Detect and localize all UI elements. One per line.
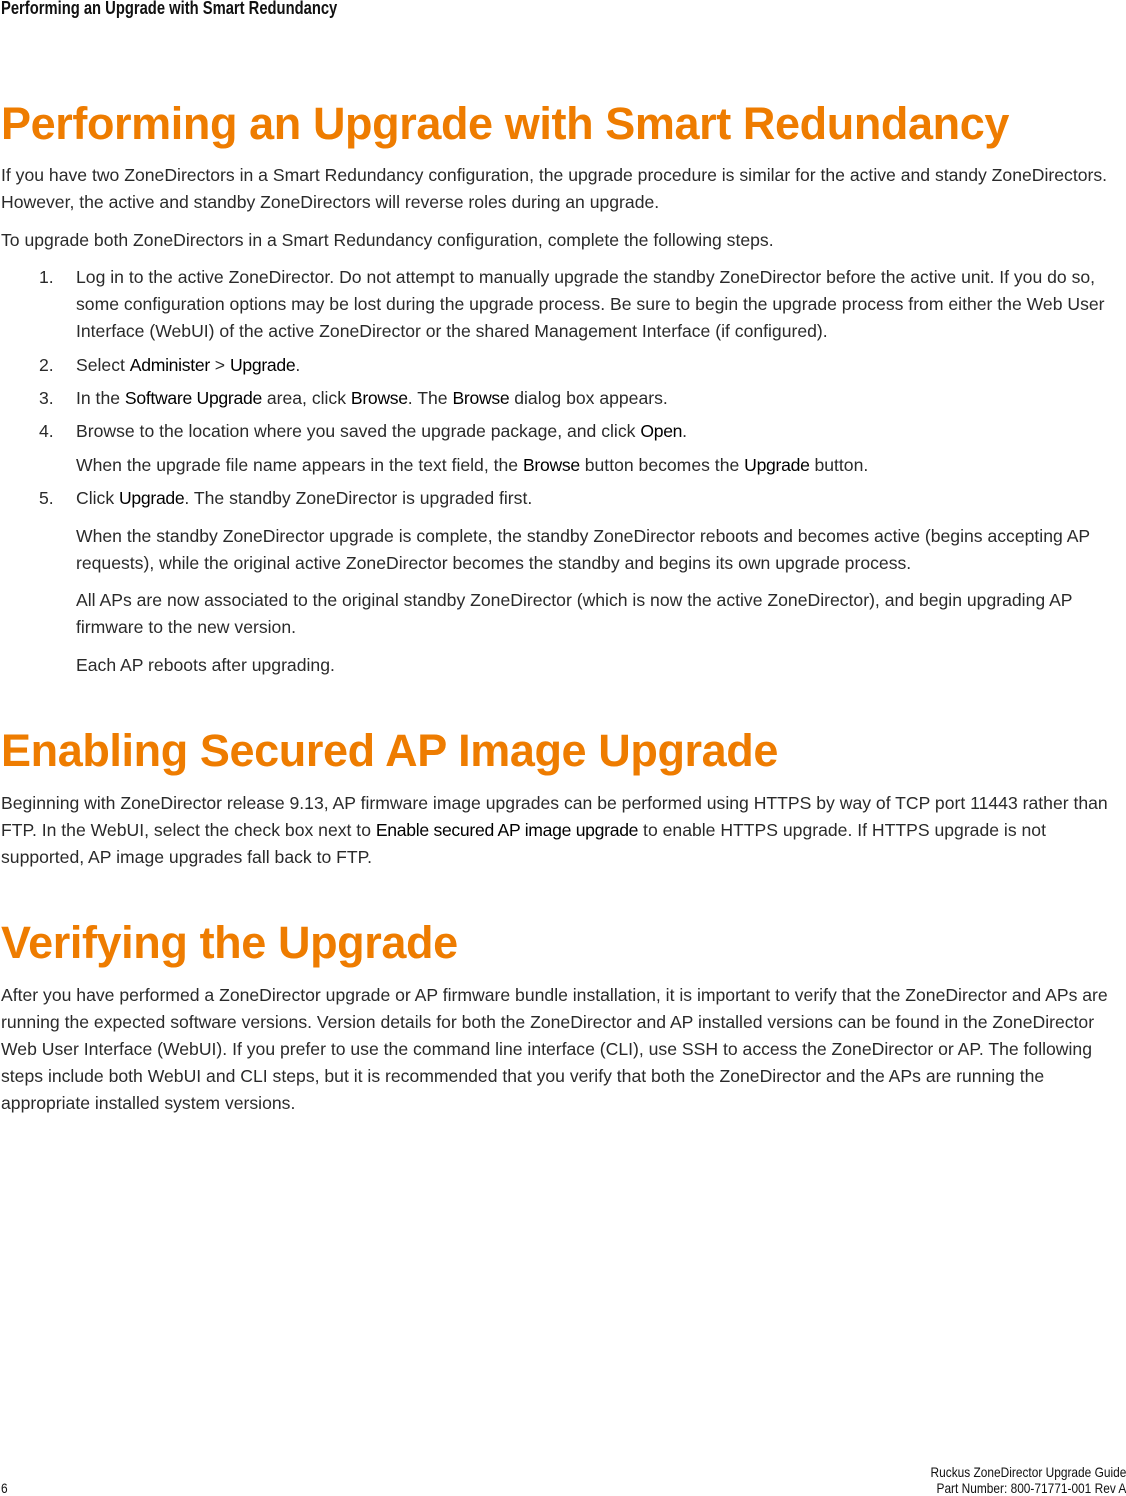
running-header: Performing an Upgrade with Smart Redundancy	[1, 0, 338, 18]
text: When the upgrade file name appears in the text field, the	[76, 455, 523, 475]
ui-term-upgrade: Upgrade	[229, 355, 296, 375]
ui-term-open: Open	[640, 421, 683, 441]
step-5-note: Each AP reboots after upgrading.	[76, 655, 335, 675]
text: button becomes the	[579, 455, 745, 475]
ui-term-software-upgrade: Software Upgrade	[124, 388, 262, 408]
text: .	[682, 421, 688, 441]
ui-term-upgrade: Upgrade	[744, 455, 810, 475]
step-number: 3.	[39, 388, 54, 408]
text: .	[295, 355, 301, 375]
step-number: 4.	[39, 421, 54, 441]
text: In the	[76, 388, 125, 408]
step-1-text: Log in to the active ZoneDirector. Do not attempt to manually upgrade the standby ZoneDirector before the active unit. If you do so, some configuration options may be lost during the upgrade process. Be sure to begin the upgrade process from either the Web User Interface (WebUI) of the active ZoneDirector or the shared Management Interface (if configured).	[76, 267, 1105, 341]
step-5-text	[76, 485, 1121, 512]
text: Select	[76, 355, 130, 375]
text: Beginning with ZoneDirector release 9.13, AP firmware image upgrades can be performed using HTTPS by way of TCP port 11443 rather than FTP. In the WebUI, select the check box next to	[1, 793, 1108, 840]
part-number: Part Number: 800-71771-001 Rev A	[936, 1480, 1126, 1496]
intro-paragraph: If you have two ZoneDirectors in a Smart Redundancy configuration, the upgrade procedure is similar for the active and standy ZoneDirectors. However, the active and standby ZoneDirectors will reverse roles during an upgrade.	[1, 165, 1108, 212]
ui-term-upgrade: Upgrade	[119, 488, 185, 508]
text: dialog box appears.	[509, 388, 668, 408]
step-number: 5.	[39, 488, 54, 508]
section-title-smart-redundancy: Performing an Upgrade with Smart Redundancy	[1, 98, 1009, 149]
steps-intro: To upgrade both ZoneDirectors in a Smart Redundancy configuration, complete the following steps.	[1, 230, 774, 250]
secured-upgrade-paragraph	[1, 790, 1121, 871]
section-title-secured-ap-upgrade: Enabling Secured AP Image Upgrade	[1, 725, 779, 776]
text: button.	[809, 455, 869, 475]
text: area, click	[261, 388, 351, 408]
step-5-note: When the standby ZoneDirector upgrade is complete, the standby ZoneDirector reboots and becomes active (begins accepting AP requests), while the original active ZoneDirector becomes the standby and begins its own upgrade process.	[76, 526, 1090, 573]
ui-term-enable-secured-ap-image-upgrade: Enable secured AP image upgrade	[375, 820, 639, 840]
section-title-verifying-upgrade: Verifying the Upgrade	[1, 917, 458, 968]
verifying-paragraph: After you have performed a ZoneDirector upgrade or AP firmware bundle installation, it is important to verify that the ZoneDirector and APs are running the expected software versions. Version details for both the ZoneDirector and AP installed versions can be found in the ZoneDirector Web User Interface (WebUI). If you prefer to use the command line interface (CLI), use SSH to access the ZoneDirector or AP. The following steps include both WebUI and CLI steps, but it is recommended that you verify that both the ZoneDirector and the APs are running the appropriate installed system versions.	[1, 985, 1108, 1113]
ui-term-administer: Administer	[129, 355, 210, 375]
ui-term-browse: Browse	[452, 388, 510, 408]
step-2-text	[76, 352, 1121, 379]
step-number: 2.	[39, 355, 54, 375]
ui-term-browse: Browse	[350, 388, 408, 408]
text: Click	[76, 488, 120, 508]
text: >	[209, 355, 230, 375]
step-5-note: All APs are now associated to the original standby ZoneDirector (which is now the active ZoneDirector), and begin upgrading AP firmware to the new version.	[76, 590, 1073, 637]
ui-term-browse: Browse	[522, 455, 580, 475]
step-4-note	[76, 452, 1121, 479]
text: to enable HTTPS upgrade. If HTTPS upgrade is not supported, AP image upgrades fall back to FTP.	[1, 820, 1046, 867]
guide-title: Ruckus ZoneDirector Upgrade Guide	[930, 1464, 1126, 1480]
step-4-text	[76, 418, 1121, 445]
text: . The	[407, 388, 453, 408]
step-3-text	[76, 385, 1121, 412]
text: Browse to the location where you saved the upgrade package, and click	[76, 421, 641, 441]
page-number: 6	[1, 1480, 8, 1496]
step-number: 1.	[39, 267, 54, 287]
text: . The standby ZoneDirector is upgraded first.	[184, 488, 533, 508]
